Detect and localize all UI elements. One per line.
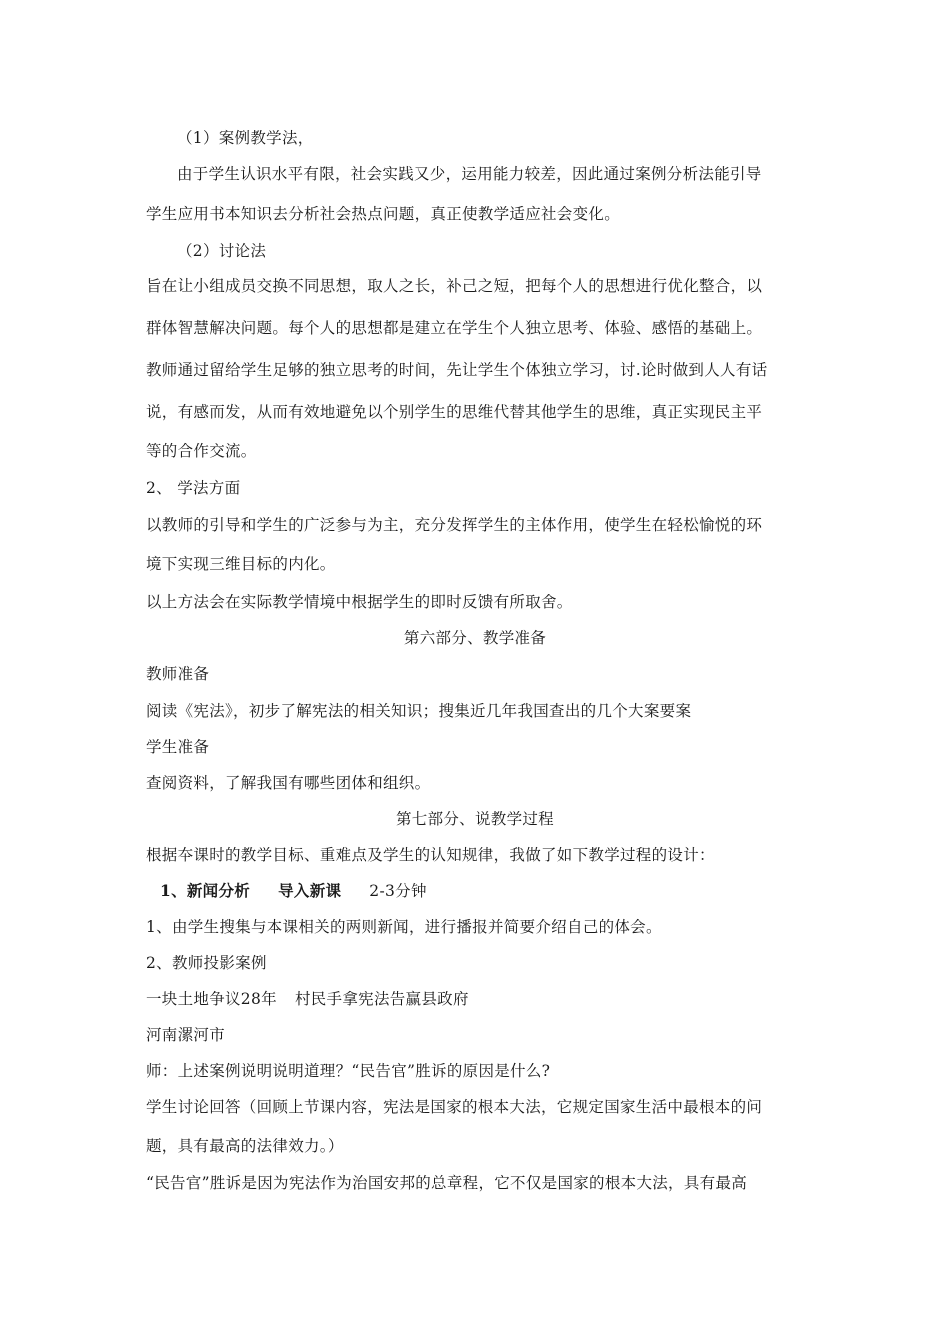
paragraph-line: 根据夲课时的教学目标、重难点及学生的认知规律，我做了如下教学过程的设计： (146, 846, 715, 864)
paragraph-line: 阅读《宪法》，初步了解宪法的相关知识；搜集近几年我国查出的几个大案要案 (146, 702, 692, 720)
heading-study-method: 2、 学法方面 (146, 479, 241, 497)
paragraph-line: 说，有感而发，从而有效地避免以个别学生的思维代替其他学生的思维，真正实现民主平 (146, 403, 763, 421)
paragraph-line: 以教师的引导和学生的广泛参与为主，充分发挥学生的主体作用，使学生在轻松愉悦的环 (146, 516, 763, 534)
paragraph-line: 群体智慧解决问题。每个人的思想都是建立在学生个人独立思考、体验、感悟的基础上。 (146, 319, 763, 337)
subheading-student-prep: 学生准备 (146, 738, 210, 756)
paragraph-line: 2、教师投影案例 (146, 954, 267, 972)
step-subtitle: 导入新课 (278, 881, 342, 900)
step-duration: 2-3分钟 (369, 882, 427, 900)
heading-discussion-method: （2）讨论法 (177, 242, 267, 260)
paragraph-line: 题，具有最高的法律效力。） (146, 1137, 344, 1155)
paragraph-line: 学生应用书本知识去分析社会热点问题，真正使教学适应社会变化。 (146, 205, 621, 223)
paragraph-line: 学生讨论回答（回顾上节课内容，宪法是国家的根本大法，它规定国家生活中最根本的问 (146, 1098, 763, 1116)
paragraph-line: 师：上述案例说明说明道理？“民告官”胜诉的原因是什么? (146, 1062, 551, 1080)
paragraph-line: 由于学生认识水平有限，社会实践又少，运用能力较差，因此通过案例分析法能引导 (177, 165, 762, 183)
paragraph-line: “民告官”胜诉是因为宪法作为治国安邦的总章程，它不仅是国家的根本大法，具有最高 (146, 1174, 748, 1192)
section-title-process: 第七部分、说教学过程 (395, 810, 554, 828)
case-location: 河南漯河市 (146, 1026, 226, 1044)
case-title-part1: 一块土地争议28年 (146, 990, 277, 1008)
case-title (146, 989, 808, 1009)
paragraph-line: 以上方法会在实际教学情境中根据学生的即时反馈有所取舍。 (146, 593, 573, 611)
subheading-teacher-prep: 教师准备 (146, 665, 210, 683)
paragraph-line: 境下实现三维目标的内化。 (146, 555, 336, 573)
paragraph-line: 查阅资料，了解我国有哪些团体和组织。 (146, 774, 431, 792)
case-title-part2: 村民手拿宪法告赢县政府 (294, 990, 469, 1008)
step-title: 1、新闻分析 (160, 881, 251, 900)
step-heading (160, 881, 822, 901)
paragraph-line: 旨在让小组成员交换不同思想，取人之长，补己之短，把每个人的思想进行优化整合，以 (146, 277, 763, 295)
section-title-preparation: 第六部分、教学准备 (403, 629, 547, 647)
paragraph-line: 教师通过留给学生足够的独立思考的时间，先让学生个体独立学习，讨.论时做到人人有话 (146, 361, 768, 379)
heading-case-method: （1）案例教学法， (177, 129, 314, 147)
paragraph-line: 等的合作交流。 (146, 442, 257, 460)
paragraph-line: 1、由学生搜集与本课相关的两则新闻，进行播报并简要介绍自己的体会。 (146, 918, 662, 936)
